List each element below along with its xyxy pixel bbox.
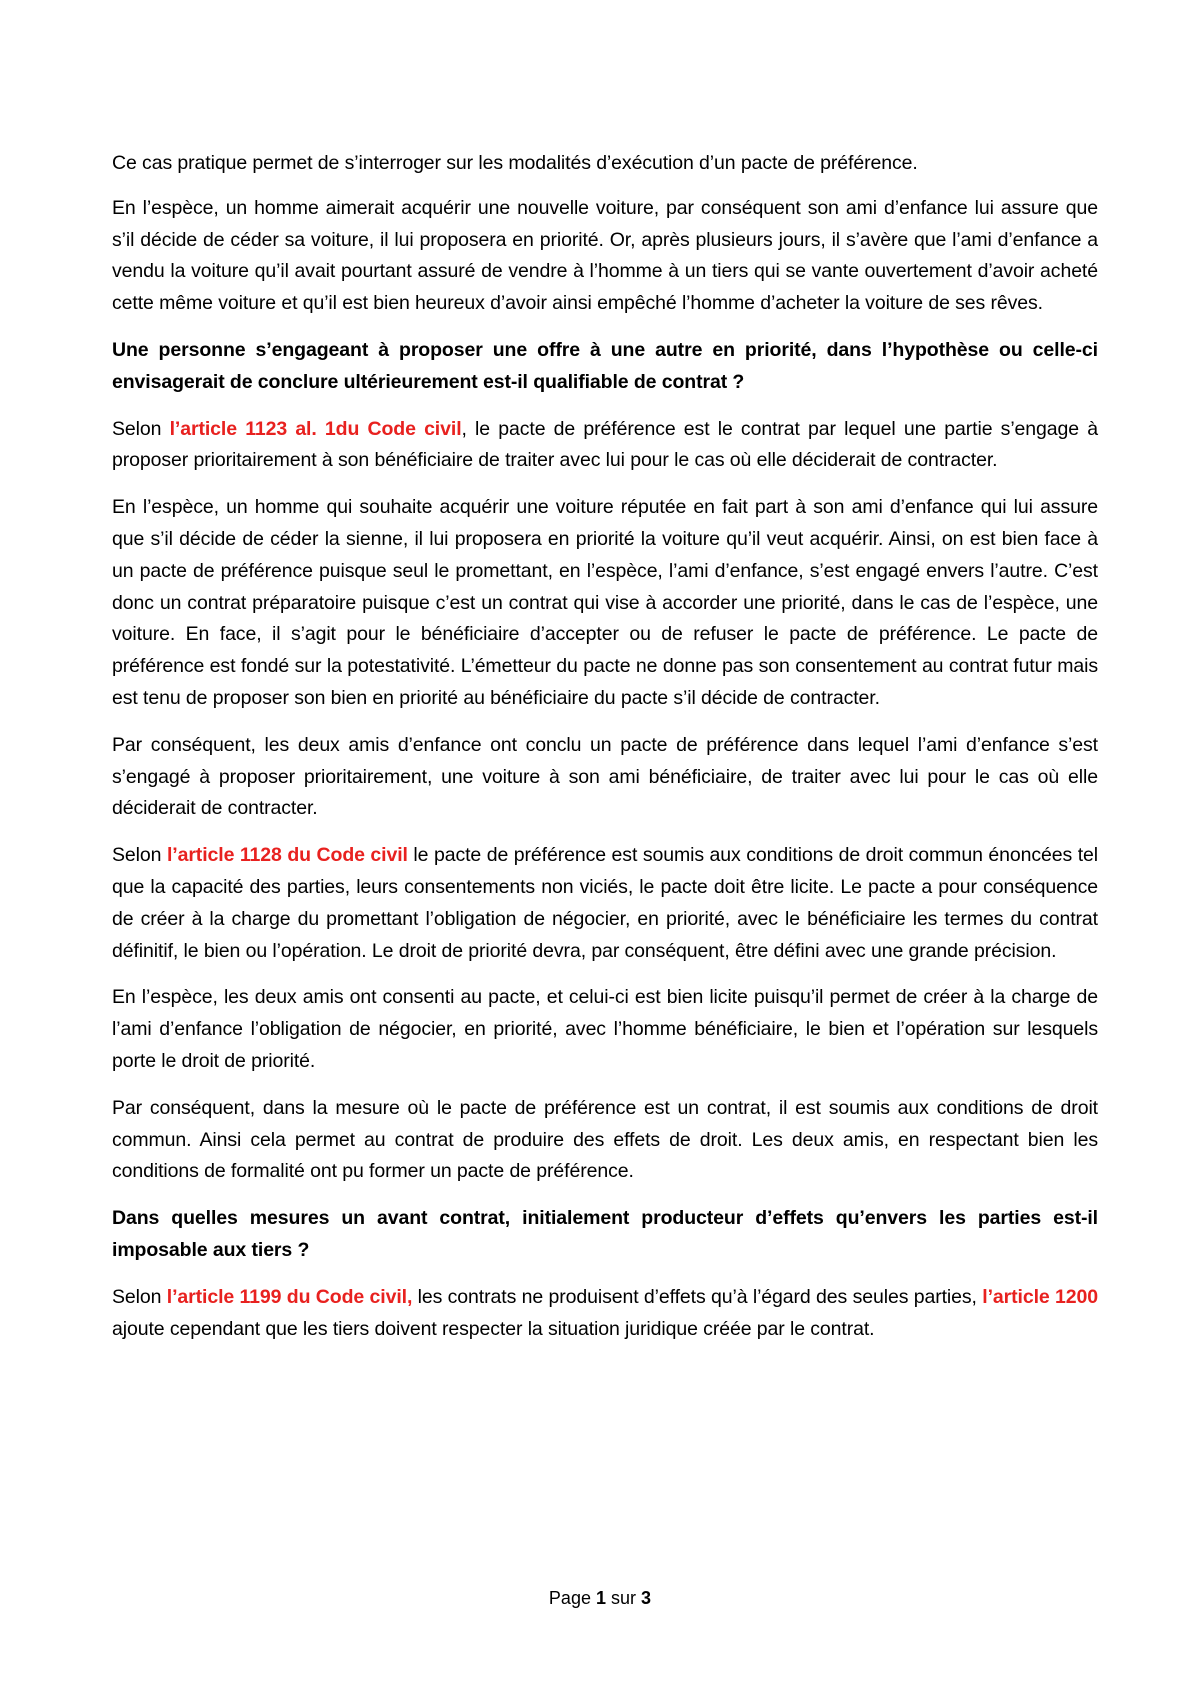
- article-reference: l’article 1123 al. 1du Code civil: [169, 417, 462, 440]
- article-reference: l’article 1128 du Code civil: [166, 844, 408, 867]
- paragraph-text: , le pacte de préférence est le contrat par lequel une partie s’engage à proposer prioritairement à son bénéficiaire de traiter avec lui pour le cas où elle déciderait de contracter.: [112, 417, 1098, 472]
- article-1199-paragraph: [112, 1282, 1098, 1346]
- paragraph-prefix: Selon: [112, 844, 167, 867]
- article-1123-paragraph: [112, 414, 1098, 478]
- paragraph-prefix: Selon: [112, 1285, 167, 1308]
- conclusion-paragraph-1: Par conséquent, les deux amis d’enfance ont conclu un pacte de préférence dans lequel l’ami d’enfance s’est s’engagé à proposer prioritairement, une voiture à son ami bénéficiaire, de traiter avec lui pour le cas où elle déciderait de contracter.: [112, 733, 1098, 820]
- of-label: sur: [611, 1588, 637, 1608]
- intro-paragraph: Ce cas pratique permet de s’interroger sur les modalités d’exécution d’un pacte de préférence.: [112, 152, 918, 174]
- page-label: Page: [548, 1588, 591, 1608]
- article-1128-paragraph: [112, 840, 1098, 967]
- paragraph-prefix: Selon: [112, 417, 170, 440]
- article-reference: l’article 1200: [982, 1285, 1098, 1308]
- paragraph-text: ajoute cependant que les tiers doivent respecter la situation juridique créée par le contrat.: [112, 1317, 875, 1340]
- legal-question-1: Une personne s’engageant à proposer une offre à une autre en priorité, dans l’hypothèse ou celle-ci envisagerait de conclure ultérieurement est-il qualifiable de contrat ?: [112, 338, 1098, 393]
- application-paragraph: En l’espèce, un homme qui souhaite acquérir une voiture réputée en fait part à son ami d’enfance qui lui assure que s’il décide de céder la sienne, il lui proposera en priorité la voiture qu’il veut acquérir. Ainsi, on est bien face à un pacte de préférence puisque seul le promettant, en l’espèce, l’ami d’enfance, s’est engagé envers l’autre. C’est donc un contrat préparatoire puisque c’est un contrat qui vise à accorder une priorité, dans le cas de l’espèce, une voiture. En face, il s’agit pour le bénéficiaire d’accepter ou de refuser le pacte de préférence. Le pacte de préférence est fondé sur la potestativité. L’émetteur du pacte ne donne pas son consentement au contrat futur mais est tenu de proposer son bien en priorité au bénéficiaire du pacte s’il décide de contracter.: [112, 496, 1098, 709]
- paragraph-text: les contrats ne produisent d’effets qu’à l’égard des seules parties,: [412, 1285, 983, 1308]
- facts-paragraph: En l’espèce, un homme aimerait acquérir une nouvelle voiture, par conséquent son ami d’enfance lui assure que s’il décide de céder sa voiture, il lui proposera en priorité. Or, après plusieurs jours, il s’avère que l’ami d’enfance a vendu la voiture qu’il avait pourtant assuré de vendre à l’homme à un tiers qui se vante ouvertement d’avoir acheté cette même voiture et qu’il est bien heureux d’avoir ainsi empêché l’homme d’acheter la voiture de ses rêves.: [112, 196, 1098, 315]
- legal-question-2: Dans quelles mesures un avant contrat, initialement producteur d’effets qu’envers les parties est-il imposable aux tiers ?: [112, 1207, 1098, 1261]
- document-body: [112, 148, 1098, 1360]
- paragraph-text: le pacte de préférence est soumis aux conditions de droit commun énoncées tel que la capacité des parties, leurs consentements non viciés, le pacte doit être licite. Le pacte a pour conséquence de créer à la charge du promettant l’obligation de négocier, en priorité, avec le bénéficiaire les termes du contrat définitif, le bien ou l’opération. Le droit de priorité devra, par conséquent, être défini avec une grande précision.: [112, 844, 1098, 962]
- page-footer: [0, 1586, 1200, 1610]
- conclusion-paragraph-2: Par conséquent, dans la mesure où le pacte de préférence est un contrat, il est soumis aux conditions de droit commun. Ainsi cela permet au contrat de produire des effets de droit. Les deux amis, en respectant bien les conditions de formalité ont pu former un pacte de préférence.: [112, 1096, 1098, 1183]
- article-reference: l’article 1199 du Code civil,: [166, 1285, 413, 1308]
- current-page-number: 1: [595, 1588, 606, 1608]
- total-pages-number: 3: [641, 1588, 652, 1608]
- application-paragraph-2: En l’espèce, les deux amis ont consenti au pacte, et celui-ci est bien licite puisqu’il permet de créer à la charge de l’ami d’enfance l’obligation de négocier, en priorité, avec l’homme bénéficiaire, le bien et l’opération sur lesquels porte le droit de priorité.: [112, 986, 1098, 1072]
